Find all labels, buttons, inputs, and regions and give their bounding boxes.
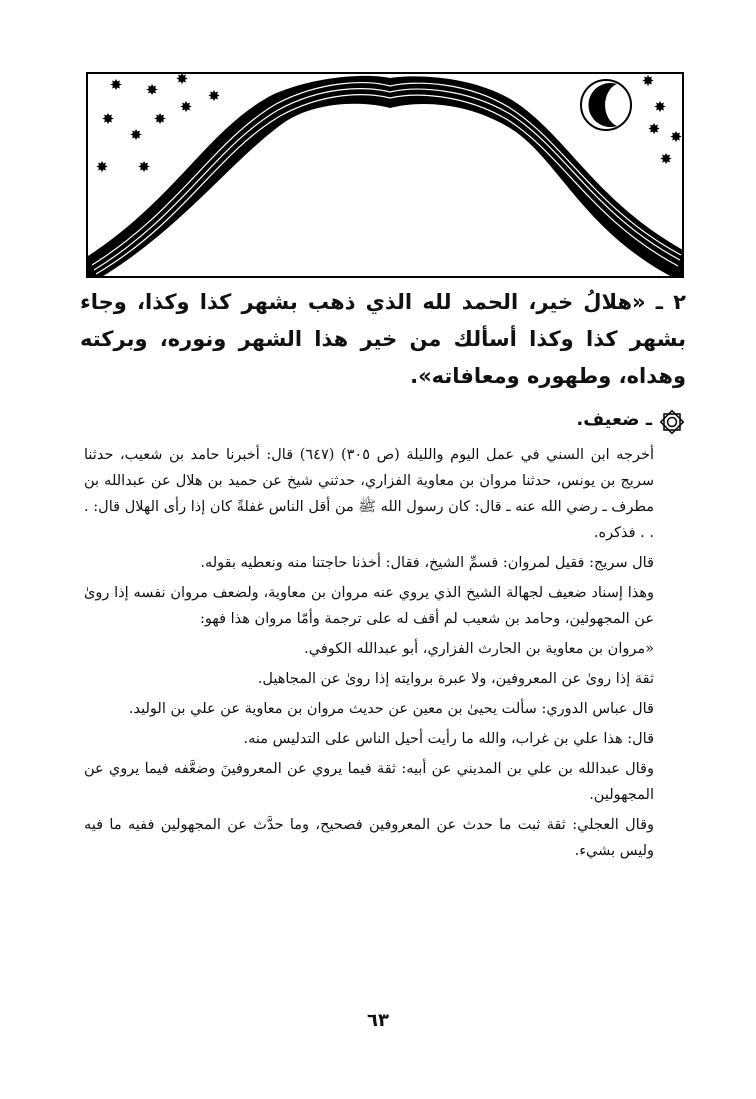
paragraph-ijli: وقال العجلي: ثقة ثبت ما حدث عن المعروفين فصحيح، وما حدَّث عن المجهولين ففيه ما فيه وليس بشيء.: [84, 817, 654, 859]
paragraph-abbas: قال عباس الدوري: سألت يحيىٰ بن معين عن حديث مروان بن معاوية عن علي بن الوليد.: [128, 701, 654, 717]
crescent-moon-icon: [581, 80, 631, 130]
grade-row: [80, 408, 686, 438]
octagram-star-icon: [658, 408, 686, 436]
svg-text:✸: ✸: [179, 98, 193, 116]
svg-text:✸: ✸: [647, 120, 661, 138]
hadith-text: ٢ ـ «هلالُ خير، الحمد لله الذي ذهب بشهر كذا وكذا، وجاء بشهر كذا وكذا أسألك من خير هذا الشهر ونوره، وبركته وهداه، وطهوره ومعافاته».: [80, 290, 686, 388]
svg-text:✸: ✸: [109, 76, 123, 94]
svg-text:✸: ✸: [145, 81, 159, 99]
paragraph-takhrij: أخرجه ابن السني في عمل اليوم والليلة (ص ٣٠٥) (٦٤٧) قال: أخبرنا حامد بن شعيب، حدثنا سريج بن يونس، حدثنا مروان بن معاوية الفزاري، حدثني شيخ عن حميد بن هلال عن عبدالله بن مطرف ـ رضي الله عنه ـ قال: كان رسول الله ﷺ من أقل الناس غفلةً كان إذا رأى الهلال قال: . . . فذكره.: [84, 447, 654, 541]
paragraph-isnad: وهذا إسناد ضعيف لجهالة الشيخ الذي يروي عنه مروان بن معاوية، ولضعف مروان نفسه إذا روىٰ عن المجهولين، وحامد بن شعيب لم أقف له على ترجمة وأمّا مروان هذا فهو:: [84, 585, 654, 627]
header-ornament: [86, 72, 684, 278]
paragraph-ali: قال: هذا علي بن غراب، والله ما رأيت أحيل الناس على التدليس منه.: [243, 731, 654, 747]
page-number: ٦٣: [367, 1010, 389, 1031]
commentary: [84, 442, 654, 868]
svg-text:✸: ✸: [207, 87, 221, 105]
svg-text:✸: ✸: [653, 98, 667, 116]
svg-text:✸: ✸: [153, 110, 167, 128]
svg-text:✸: ✸: [175, 72, 189, 88]
svg-text:✸: ✸: [95, 158, 109, 176]
grade-label: ـ ضعيف.: [576, 409, 652, 430]
paragraph-suraij: قال سريج: فقيل لمروان: فسمِّ الشيخ، فقال: أخذنا حاجتنا منه ونعطيه بقوله.: [200, 555, 654, 571]
svg-text:✸: ✸: [659, 150, 673, 168]
svg-text:✸: ✸: [641, 72, 655, 90]
svg-text:✸: ✸: [129, 126, 143, 144]
paragraph-marwan: «مروان بن معاوية بن الحارث الفزاري، أبو عبدالله الكوفي.: [304, 641, 654, 657]
svg-text:✸: ✸: [669, 128, 683, 146]
paragraph-thiqa: ثقة إذا روىٰ عن المعروفين، ولا عبرة بروايته إذا روىٰ عن المجاهيل.: [257, 671, 654, 687]
svg-text:✸: ✸: [137, 158, 151, 176]
svg-text:✸: ✸: [101, 110, 115, 128]
stars-right: [642, 72, 683, 168]
paragraph-abdullah: وقال عبدالله بن علي بن المديني عن أبيه: ثقة فيما يروي عن المعروفينَ وضعَّفه فيما يروي عن المجهولين.: [84, 761, 654, 803]
